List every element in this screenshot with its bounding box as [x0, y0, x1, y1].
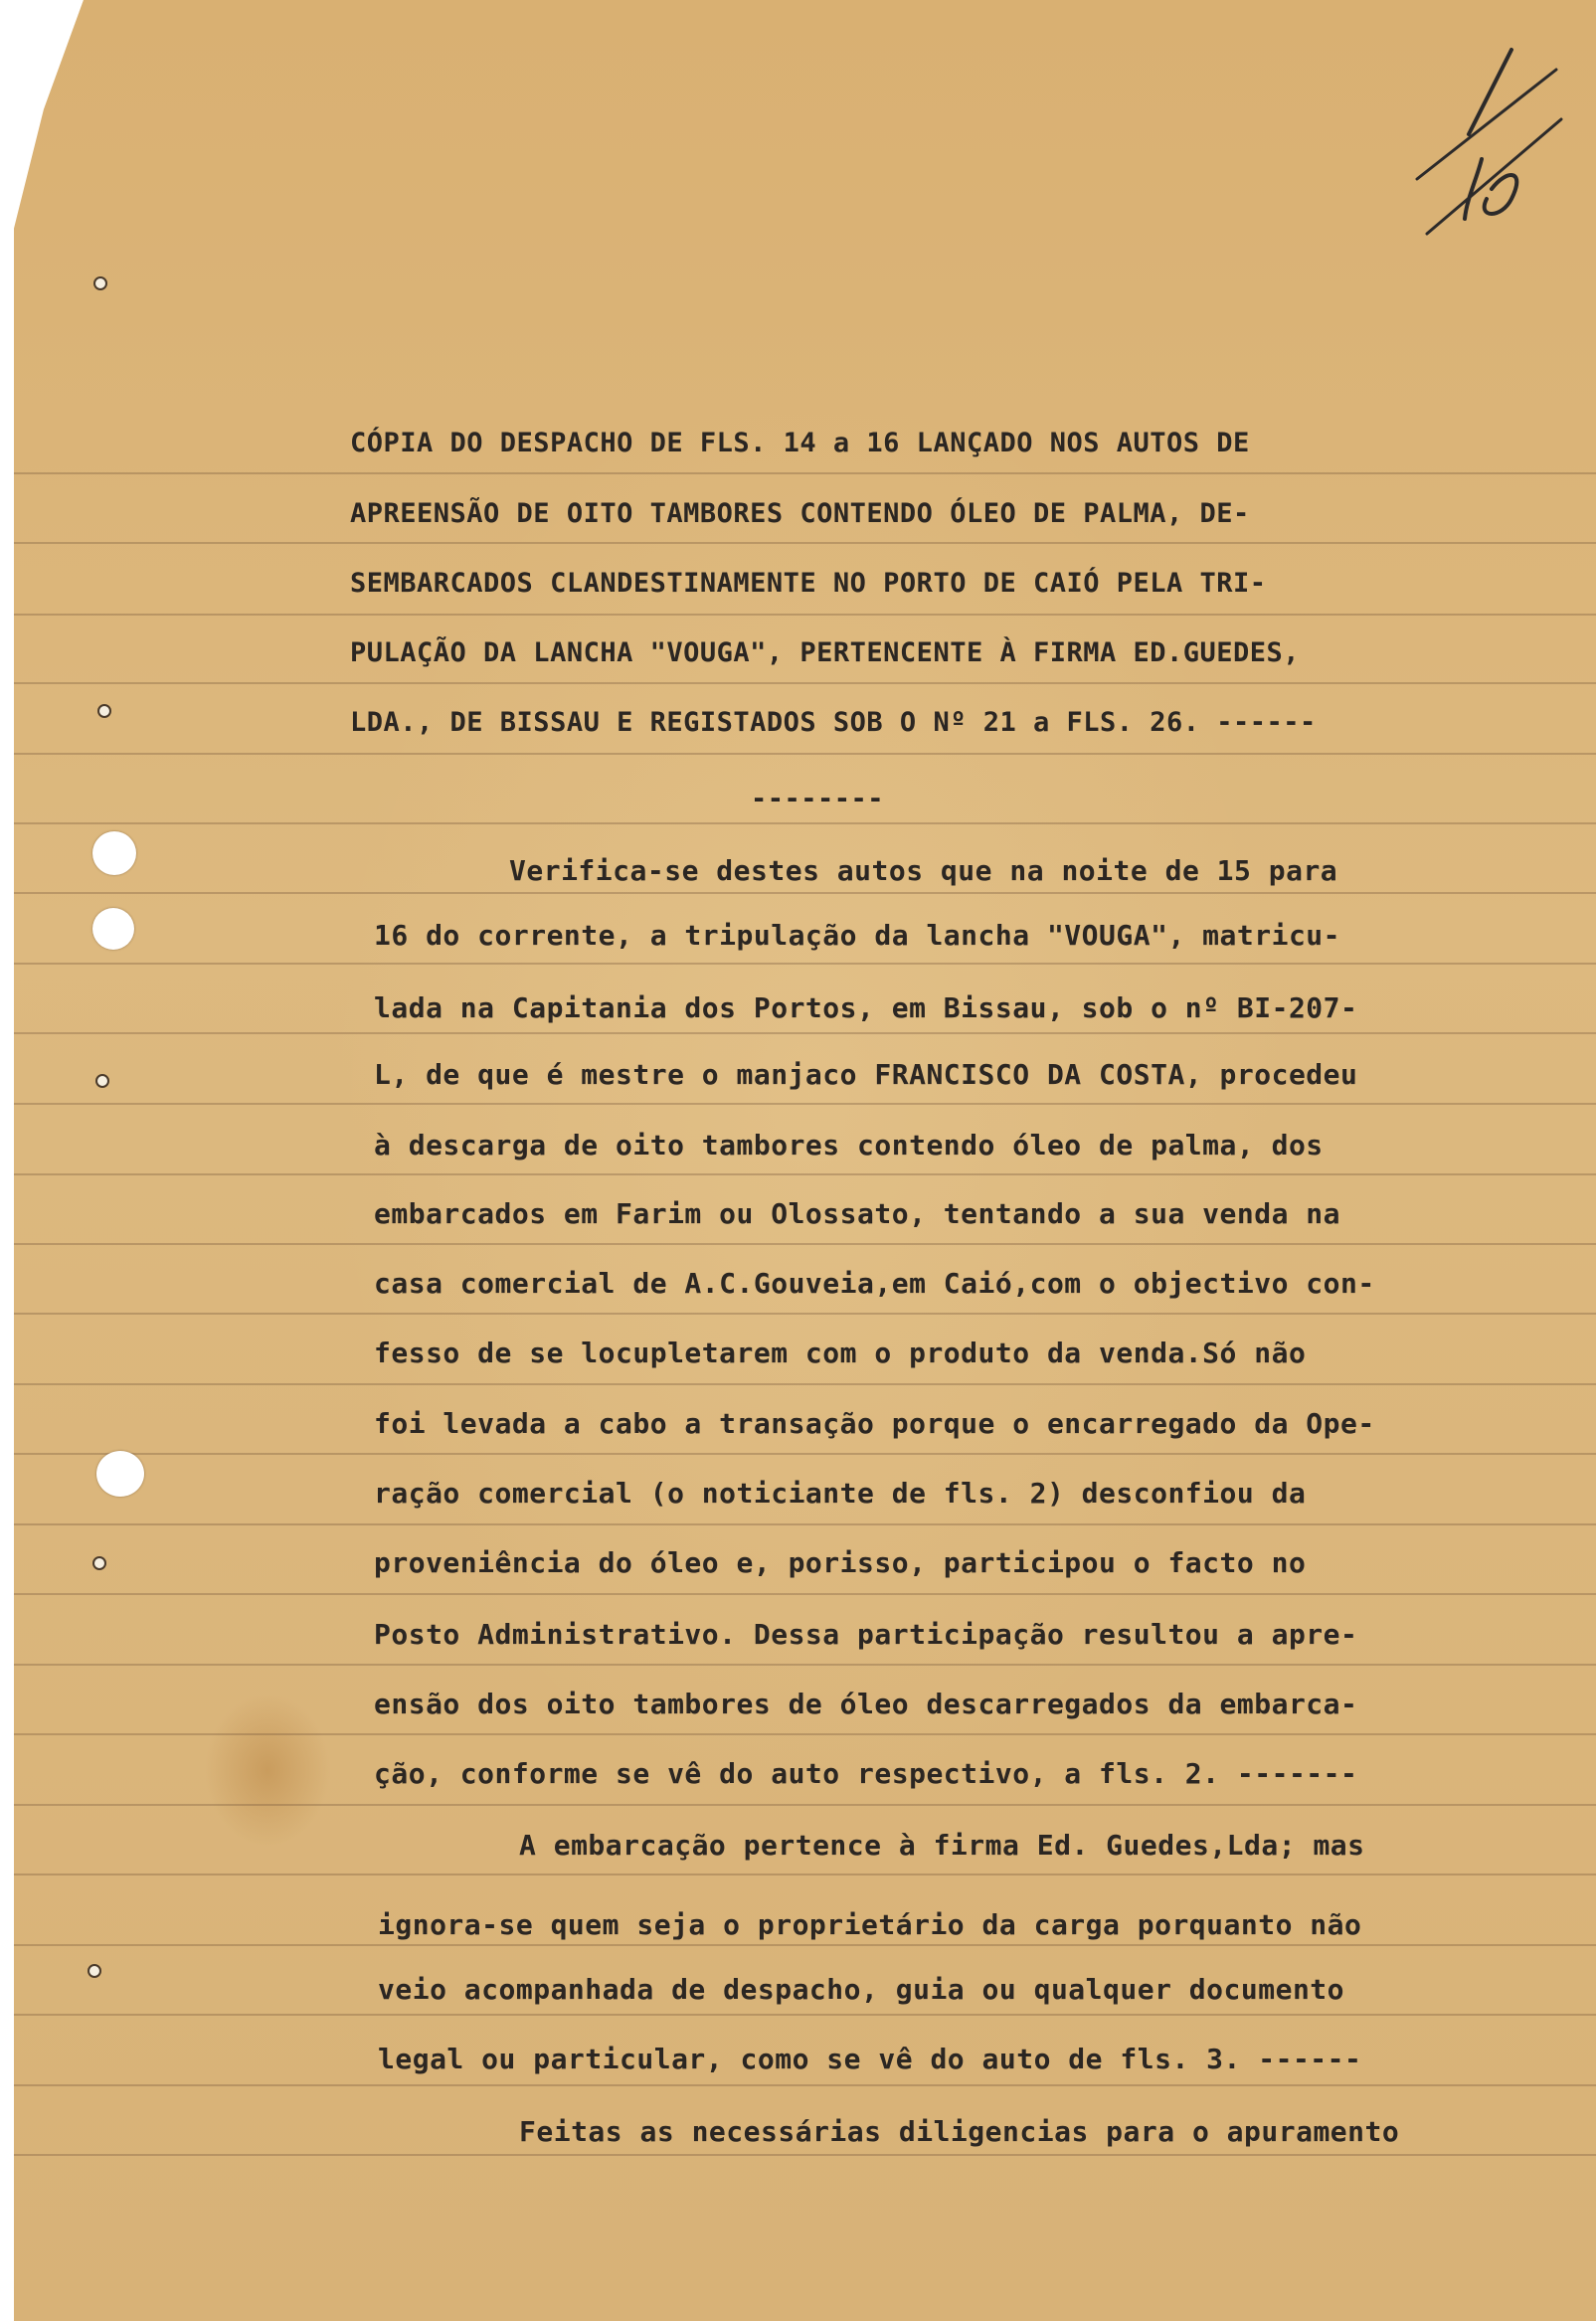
heading-line: APREENSÃO DE OITO TAMBORES CONTENDO ÓLEO DE PALMA, DE-: [350, 498, 1250, 529]
heading-line: LDA., DE BISSAU E REGISTADOS SOB O Nº 21 a FLS. 26. ------: [350, 707, 1317, 738]
body-line: 16 do corrente, a tripulação da lancha "VOUGA", matricu-: [374, 919, 1341, 952]
ruled-line: [14, 1383, 1596, 1385]
ruled-line: [14, 1874, 1596, 1875]
binding-hole-mark: [95, 1074, 109, 1088]
body-line: casa comercial de A.C.Gouveia,em Caió,com o objectivo con-: [374, 1267, 1375, 1300]
binding-hole-mark: [92, 1556, 106, 1570]
ruled-line: [14, 2154, 1596, 2156]
ruled-line: [14, 2014, 1596, 2016]
ruled-line: [14, 1313, 1596, 1315]
ruled-line: [14, 472, 1596, 474]
ruled-line: [14, 1804, 1596, 1806]
ruled-line: [14, 1032, 1596, 1034]
body-line: A embarcação pertence à firma Ed. Guedes,Lda; mas: [519, 1829, 1365, 1862]
ruled-line: [14, 1593, 1596, 1595]
body-line: veio acompanhada de despacho, guia ou qualquer documento: [378, 1973, 1345, 2006]
binding-hole-mark: [88, 1964, 101, 1978]
body-line: ensão dos oito tambores de óleo descarregados da embarca-: [374, 1688, 1358, 1720]
body-line: legal ou particular, como se vê do auto de fls. 3. ------: [378, 2043, 1362, 2075]
ruled-line: [14, 1664, 1596, 1666]
ruled-line: [14, 1523, 1596, 1525]
ruled-line: [14, 682, 1596, 684]
ruled-line: [14, 1173, 1596, 1175]
ruled-line: [14, 614, 1596, 616]
ruled-line: [14, 1103, 1596, 1105]
body-line: ção, conforme se vê do auto respectivo, a fls. 2. -------: [374, 1757, 1358, 1790]
body-line: lada na Capitania dos Portos, em Bissau, sob o nº BI-207-: [374, 991, 1358, 1024]
ruled-line: [14, 1243, 1596, 1245]
ruled-line: [14, 1453, 1596, 1455]
ruled-line: [14, 892, 1596, 894]
body-line: ração comercial (o noticiante de fls. 2) desconfiou da: [374, 1477, 1307, 1510]
body-line: fesso de se locupletarem com o produto da venda.Só não: [374, 1337, 1307, 1369]
punch-hole: [92, 831, 136, 875]
heading-separator: --------: [751, 784, 885, 814]
body-line: Posto Administrativo. Dessa participação resultou a apre-: [374, 1618, 1358, 1651]
ruled-line: [14, 963, 1596, 965]
binding-hole-mark: [93, 276, 107, 290]
ruled-line: [14, 822, 1596, 824]
body-line: proveniência do óleo e, porisso, participou o facto no: [374, 1546, 1307, 1579]
heading-line: CÓPIA DO DESPACHO DE FLS. 14 a 16 LANÇADO NOS AUTOS DE: [350, 428, 1250, 458]
ruled-line: [14, 1944, 1596, 1946]
body-line: ignora-se quem seja o proprietário da carga porquanto não: [378, 1908, 1362, 1941]
heading-line: SEMBARCADOS CLANDESTINAMENTE NO PORTO DE CAIÓ PELA TRI-: [350, 568, 1267, 599]
body-line: foi levada a cabo a transação porque o encarregado da Ope-: [374, 1407, 1375, 1440]
punch-hole: [92, 908, 134, 950]
ruled-line: [14, 542, 1596, 544]
body-line: à descarga de oito tambores contendo óleo de palma, dos: [374, 1129, 1324, 1161]
handwritten-page-number: [1407, 40, 1576, 249]
body-line: Verifica-se destes autos que na noite de 15 para: [509, 854, 1338, 887]
binding-hole-mark: [97, 704, 111, 718]
ruled-line: [14, 1733, 1596, 1735]
ruled-line: [14, 2084, 1596, 2086]
body-line: L, de que é mestre o manjaco FRANCISCO DA COSTA, procedeu: [374, 1058, 1358, 1091]
body-line: embarcados em Farim ou Olossato, tentando a sua venda na: [374, 1197, 1341, 1230]
punch-hole: [96, 1451, 144, 1497]
body-line: Feitas as necessárias diligencias para o apuramento: [519, 2115, 1400, 2148]
ruled-line: [14, 753, 1596, 755]
heading-line: PULAÇÃO DA LANCHA "VOUGA", PERTENCENTE À FIRMA ED.GUEDES,: [350, 637, 1301, 668]
